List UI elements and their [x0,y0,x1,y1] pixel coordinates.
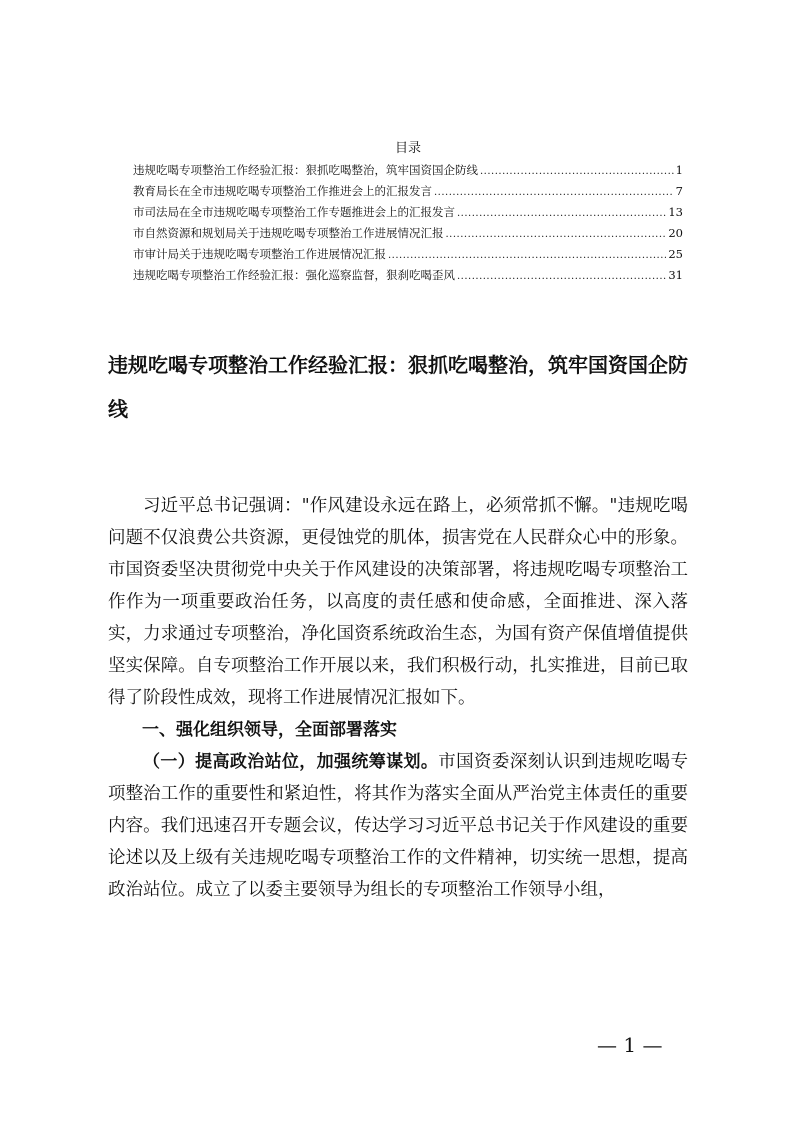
document-body [108,490,688,906]
toc-item[interactable] [133,181,683,202]
toc-item-page: 1 [675,163,683,177]
toc-item[interactable] [133,244,683,265]
toc-item-text: 市司法局在全市违规吃喝专项整治工作专题推进会上的汇报发言 [133,205,455,219]
subsection-paragraph [108,746,688,906]
toc-dot-leader [457,203,666,224]
toc-item-text: 市自然资源和规划局关于违规吃喝专项整治工作进展情况汇报 [133,226,444,240]
toc-item-page: 31 [668,268,683,282]
toc-item-text: 违规吃喝专项整治工作经验汇报：强化巡察监督，狠刹吃喝歪风 [133,268,455,282]
intro-paragraph: 习近平总书记强调："作风建设永远在路上，必须常抓不懈。"违规吃喝问题不仅浪费公共资源，更侵蚀党的肌体，损害党在人民群众心中的形象。市国资委坚决贯彻党中央关于作风建设的决策部署，将违规吃喝专项整治工作作为一项重要政治任务，以高度的责任感和使命感，全面推进、深入落实，力求通过专项整治，净化国资系统政治生态，为国有资产保值增值提供坚实保障。自专项整治工作开展以来，我们积极行动，扎实推进，目前已取得了阶段性成效，现将工作进展情况汇报如下。 [108,496,688,708]
toc-title: 目录 [394,141,421,156]
subsection-heading: （一）提高政治站位，加强统筹谋划。 [143,752,439,772]
toc-item-text: 教育局长在全市违规吃喝专项整治工作推进会上的汇报发言 [133,184,432,198]
section-heading: 一、强化组织领导，全面部署落实 [142,720,397,740]
toc-dot-leader [388,245,666,266]
toc-item[interactable] [133,223,683,244]
document-title: 违规吃喝专项整治工作经验汇报：狠抓吃喝整治，筑牢国资国企防线 [108,353,688,421]
toc-item-text: 违规吃喝专项整治工作经验汇报：狠抓吃喝整治，筑牢国资国企防线 [133,163,478,177]
toc-item-text: 市审计局关于违规吃喝专项整治工作进展情况汇报 [133,247,386,261]
toc-item-page: 25 [668,247,683,261]
toc-item[interactable] [133,160,683,181]
toc-dot-leader [446,224,667,245]
page-number: — 1 — [597,1033,663,1057]
toc-list [133,160,683,286]
toc-dot-leader [480,161,674,182]
toc-item[interactable] [133,202,683,223]
toc-item[interactable] [133,265,683,286]
toc-item-page: 7 [675,184,683,198]
toc-item-page: 13 [668,205,683,219]
toc-dot-leader [434,182,674,203]
table-of-contents [133,140,683,286]
subsection-text: 市国资委深刻认识到违规吃喝专项整治工作的重要性和紧迫性，将其作为落实全面从严治党主体责任的重要内容。我们迅速召开专题会议，传达学习习近平总书记关于作风建设的重要论述以及上级有关违规吃喝专项整治工作的文件精神，切实统一思想，提高政治站位。成立了以委主要领导为组长的专项整治工作领导小组， [108,752,689,900]
toc-dot-leader [457,266,666,287]
toc-item-page: 20 [668,226,683,240]
